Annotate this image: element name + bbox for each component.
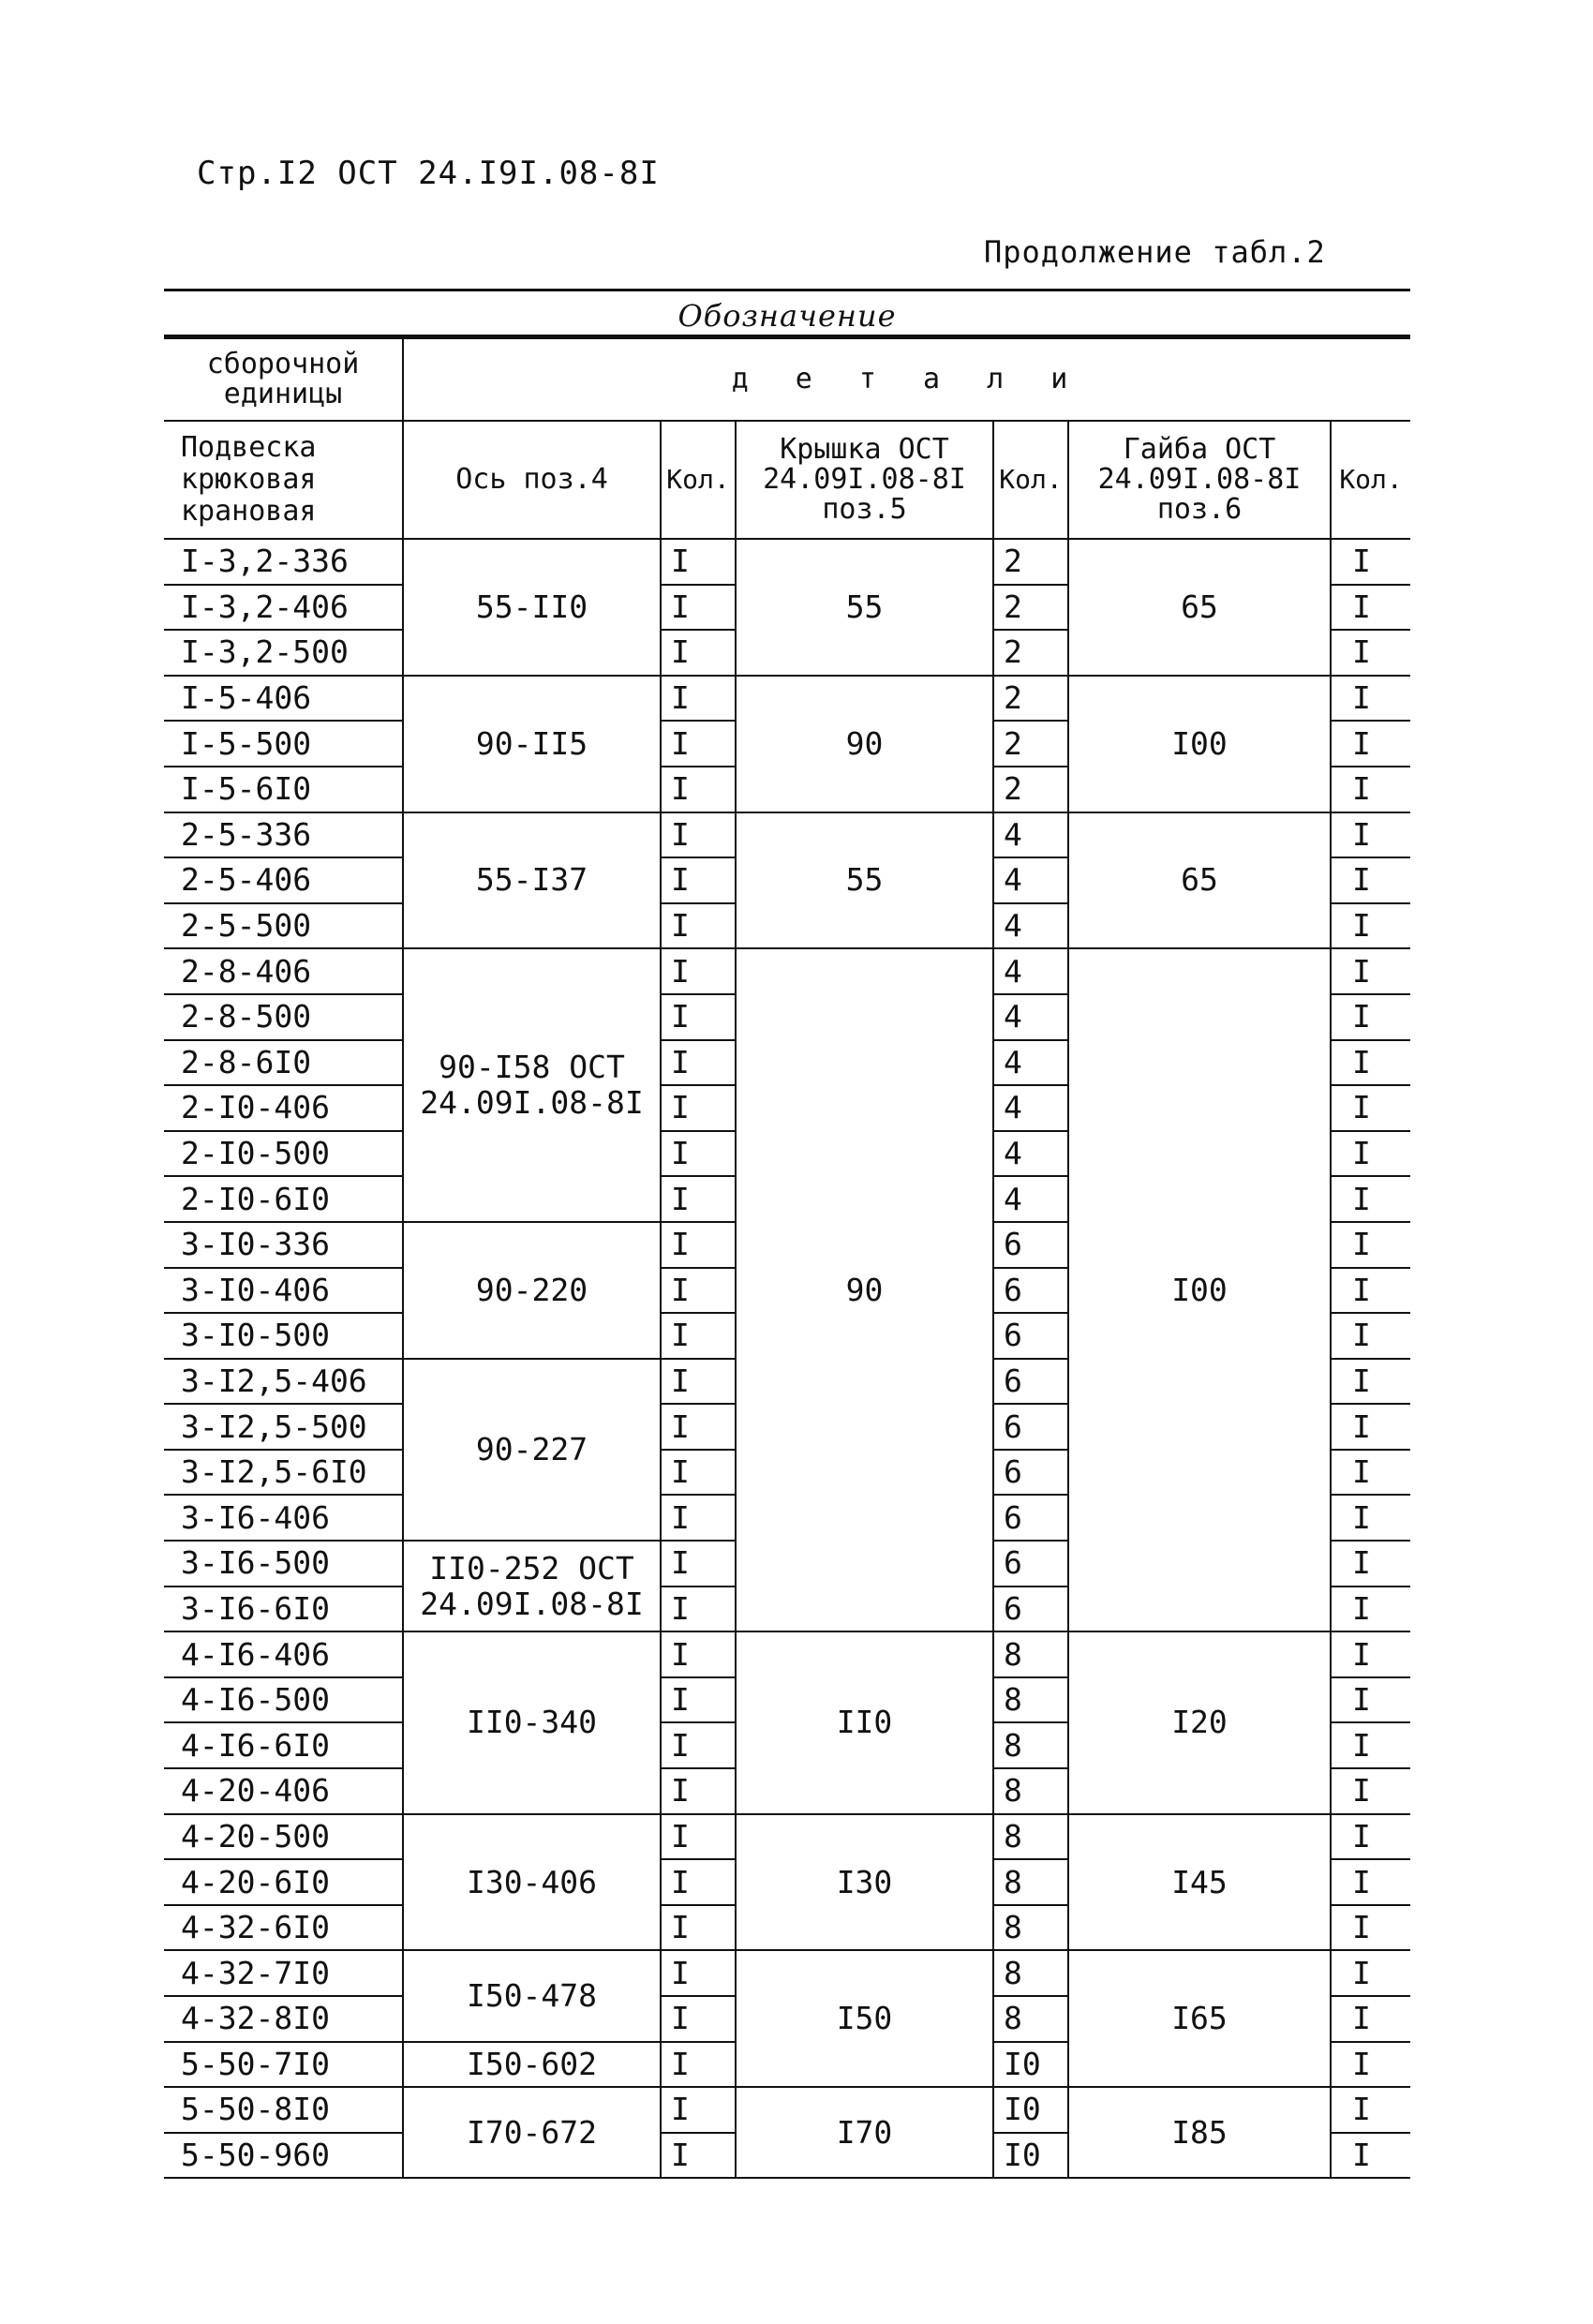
axis-cell: I70-672 [403,2087,661,2178]
qty-nut-cell: I [1331,1541,1410,1587]
col-header-nut: Гайба ОСТ 24.09I.08-8I поз.6 [1068,421,1331,539]
cover-cell: II0 [736,1631,993,1813]
qty-axis-cell: I [661,1905,736,1951]
col-header-qty3: Кол. [1331,421,1410,539]
qty-cover-cell: 6 [993,1268,1068,1314]
qty-axis-cell: I [661,1722,736,1768]
table-row [164,1631,1410,1677]
qty-nut-cell: I [1331,1495,1410,1541]
qty-nut-cell: I [1331,2133,1410,2179]
qty-cover-cell: 2 [993,676,1068,722]
assembly-unit-cell: 4-32-8I0 [164,1996,403,2042]
qty-cover-cell: 4 [993,857,1068,903]
cover-cell: 55 [736,539,993,676]
assembly-unit-cell: 2-8-406 [164,948,403,994]
table-continuation-label: Продолжение табл.2 [984,234,1326,270]
assembly-unit-cell: 3-I0-500 [164,1313,403,1359]
qty-nut-cell: I [1331,1950,1410,1996]
qty-cover-cell: I0 [993,2087,1068,2133]
nut-cell: 65 [1068,812,1331,949]
axis-cell: 90-I58 ОСТ 24.09I.08-8I [403,948,661,1222]
col-header-axis: Ось поз.4 [403,421,661,539]
qty-axis-cell: I [661,1677,736,1723]
page-header: Стр.I2 ОСТ 24.I9I.08-8I [197,155,660,192]
qty-nut-cell: I [1331,1859,1410,1905]
assembly-unit-cell: 3-I0-336 [164,1222,403,1268]
qty-nut-cell: I [1331,1040,1410,1086]
qty-axis-cell: I [661,1222,736,1268]
cover-cell: I30 [736,1814,993,1951]
assembly-unit-cell: 4-20-6I0 [164,1859,403,1905]
cover-cell: 90 [736,948,993,1631]
qty-cover-cell: 2 [993,767,1068,812]
assembly-unit-cell: 3-I2,5-6I0 [164,1450,403,1496]
axis-cell: 90-220 [403,1222,661,1359]
table-row [164,1814,1410,1860]
nut-cell: I00 [1068,676,1331,812]
table-row [164,948,1410,994]
header-row-2 [164,421,1410,539]
qty-axis-cell: I [661,2133,736,2179]
qty-cover-cell: 8 [993,1631,1068,1677]
axis-cell: 55-I37 [403,812,661,949]
assembly-unit-cell: 3-I6-500 [164,1541,403,1587]
assembly-unit-cell: 2-I0-500 [164,1131,403,1177]
qty-nut-cell: I [1331,1176,1410,1222]
qty-nut-cell: I [1331,857,1410,903]
qty-nut-cell: I [1331,1450,1410,1496]
qty-axis-cell: I [661,1631,736,1677]
qty-nut-cell: I [1331,1587,1410,1632]
qty-nut-cell: I [1331,1722,1410,1768]
qty-cover-cell: 2 [993,585,1068,631]
qty-cover-cell: 4 [993,903,1068,949]
qty-cover-cell: I0 [993,2133,1068,2179]
qty-nut-cell: I [1331,585,1410,631]
qty-axis-cell: I [661,1859,736,1905]
assembly-unit-cell: 5-50-7I0 [164,2042,403,2088]
qty-cover-cell: 6 [993,1222,1068,1268]
qty-nut-cell: I [1331,1814,1410,1860]
cover-cell: I70 [736,2087,993,2178]
qty-cover-cell: 8 [993,1814,1068,1860]
cover-cell: 55 [736,812,993,949]
qty-nut-cell: I [1331,1359,1410,1405]
qty-nut-cell: I [1331,1085,1410,1131]
qty-axis-cell: I [661,994,736,1040]
qty-nut-cell: I [1331,1996,1410,2042]
qty-cover-cell: 2 [993,630,1068,676]
qty-axis-cell: I [661,767,736,812]
qty-nut-cell: I [1331,676,1410,722]
assembly-unit-cell: 5-50-960 [164,2133,403,2179]
qty-axis-cell: I [661,1085,736,1131]
assembly-unit-cell: 4-20-500 [164,1814,403,1860]
table-row [164,539,1410,585]
qty-nut-cell: I [1331,1631,1410,1677]
qty-cover-cell: 8 [993,1905,1068,1951]
qty-axis-cell: I [661,2042,736,2088]
qty-axis-cell: I [661,1450,736,1496]
qty-nut-cell: I [1331,948,1410,994]
designation-title: Обозначение [677,298,897,334]
assembly-unit-cell: 2-5-500 [164,903,403,949]
assembly-unit-cell: 3-I2,5-500 [164,1404,403,1450]
qty-cover-cell: 2 [993,539,1068,585]
axis-cell: 90-II5 [403,676,661,812]
qty-cover-cell: 4 [993,812,1068,858]
table-row [164,812,1410,858]
axis-cell: I30-406 [403,1814,661,1951]
qty-nut-cell: I [1331,1905,1410,1951]
qty-axis-cell: I [661,1040,736,1086]
assembly-unit-cell: 5-50-8I0 [164,2087,403,2133]
axis-cell: I50-602 [403,2042,661,2088]
assembly-unit-cell: 4-32-7I0 [164,1950,403,1996]
assembly-unit-cell: I-5-500 [164,721,403,767]
qty-nut-cell: I [1331,1131,1410,1177]
assembly-unit-cell: 4-20-406 [164,1768,403,1814]
qty-nut-cell: I [1331,2087,1410,2133]
qty-axis-cell: I [661,903,736,949]
nut-cell: I20 [1068,1631,1331,1813]
assembly-unit-cell: 3-I6-6I0 [164,1587,403,1632]
qty-cover-cell: 6 [993,1450,1068,1496]
qty-nut-cell: I [1331,1222,1410,1268]
assembly-unit-cell: I-5-406 [164,676,403,722]
assembly-unit-cell: I-3,2-500 [164,630,403,676]
qty-axis-cell: I [661,630,736,676]
qty-axis-cell: I [661,585,736,631]
assembly-unit-cell: 2-8-6I0 [164,1040,403,1086]
qty-nut-cell: I [1331,994,1410,1040]
qty-axis-cell: I [661,1176,736,1222]
qty-nut-cell: I [1331,2042,1410,2088]
table-row [164,2087,1410,2133]
table-row [164,1950,1410,1996]
assembly-unit-cell: 3-I0-406 [164,1268,403,1314]
qty-axis-cell: I [661,676,736,722]
assembly-unit-cell: 3-I6-406 [164,1495,403,1541]
designation-table [164,337,1410,2179]
assembly-unit-cell: I-5-6I0 [164,767,403,812]
assembly-unit-cell: I-3,2-336 [164,539,403,585]
qty-nut-cell: I [1331,1677,1410,1723]
assembly-unit-cell: 4-I6-500 [164,1677,403,1723]
nut-cell: I45 [1068,1814,1331,1951]
nut-cell: I65 [1068,1950,1331,2087]
cover-cell: 90 [736,676,993,812]
assembly-unit-cell: 4-I6-406 [164,1631,403,1677]
qty-cover-cell: 6 [993,1404,1068,1450]
assembly-unit-cell: 2-I0-406 [164,1085,403,1131]
qty-cover-cell: 8 [993,1768,1068,1814]
qty-axis-cell: I [661,1131,736,1177]
qty-nut-cell: I [1331,1404,1410,1450]
qty-nut-cell: I [1331,903,1410,949]
qty-cover-cell: 6 [993,1587,1068,1632]
qty-cover-cell: 4 [993,1085,1068,1131]
qty-nut-cell: I [1331,767,1410,812]
nut-cell: I85 [1068,2087,1331,2178]
qty-axis-cell: I [661,1541,736,1587]
assembly-unit-cell: 3-I2,5-406 [164,1359,403,1405]
qty-axis-cell: I [661,539,736,585]
qty-axis-cell: I [661,812,736,858]
qty-nut-cell: I [1331,812,1410,858]
col-header-assembly: Подвеска крюковая крановая [164,421,403,539]
qty-axis-cell: I [661,1268,736,1314]
qty-nut-cell: I [1331,1768,1410,1814]
nut-cell: 65 [1068,539,1331,676]
qty-axis-cell: I [661,1404,736,1450]
table-row [164,676,1410,722]
qty-axis-cell: I [661,1768,736,1814]
qty-cover-cell: 6 [993,1495,1068,1541]
parts-header: д е т а л и [403,338,1410,421]
assembly-unit-header: сборочной единицы [164,338,403,421]
assembly-unit-cell: I-3,2-406 [164,585,403,631]
col-header-cover: Крышка ОСТ 24.09I.08-8I поз.5 [736,421,993,539]
qty-cover-cell: I0 [993,2042,1068,2088]
qty-axis-cell: I [661,1313,736,1359]
col-header-qty2: Кол. [993,421,1068,539]
qty-nut-cell: I [1331,1313,1410,1359]
assembly-unit-cell: 4-I6-6I0 [164,1722,403,1768]
qty-cover-cell: 4 [993,1040,1068,1086]
qty-cover-cell: 4 [993,1176,1068,1222]
qty-nut-cell: I [1331,1268,1410,1314]
qty-axis-cell: I [661,1996,736,2042]
qty-cover-cell: 4 [993,948,1068,994]
nut-cell: I00 [1068,948,1331,1631]
axis-cell: 90-227 [403,1359,661,1541]
qty-cover-cell: 6 [993,1313,1068,1359]
qty-cover-cell: 2 [993,721,1068,767]
axis-cell: II0-340 [403,1631,661,1813]
axis-cell: 55-II0 [403,539,661,676]
qty-axis-cell: I [661,948,736,994]
qty-cover-cell: 8 [993,1677,1068,1723]
header-row-1 [164,338,1410,421]
assembly-unit-cell: 2-I0-6I0 [164,1176,403,1222]
qty-cover-cell: 4 [993,994,1068,1040]
qty-axis-cell: I [661,1950,736,1996]
qty-cover-cell: 4 [993,1131,1068,1177]
qty-cover-cell: 8 [993,1996,1068,2042]
qty-cover-cell: 8 [993,1859,1068,1905]
qty-axis-cell: I [661,2087,736,2133]
assembly-unit-cell: 2-5-406 [164,857,403,903]
qty-axis-cell: I [661,857,736,903]
qty-nut-cell: I [1331,539,1410,585]
qty-axis-cell: I [661,1814,736,1860]
qty-cover-cell: 8 [993,1722,1068,1768]
cover-cell: I50 [736,1950,993,2087]
qty-cover-cell: 6 [993,1359,1068,1405]
qty-axis-cell: I [661,1495,736,1541]
qty-axis-cell: I [661,1359,736,1405]
qty-axis-cell: I [661,1587,736,1632]
assembly-unit-cell: 4-32-6I0 [164,1905,403,1951]
axis-cell: I50-478 [403,1950,661,2041]
qty-cover-cell: 6 [993,1541,1068,1587]
qty-axis-cell: I [661,721,736,767]
col-header-qty1: Кол. [661,421,736,539]
table-top-rule [164,289,1410,291]
qty-cover-cell: 8 [993,1950,1068,1996]
assembly-unit-cell: 2-5-336 [164,812,403,858]
assembly-unit-cell: 2-8-500 [164,994,403,1040]
qty-nut-cell: I [1331,630,1410,676]
qty-nut-cell: I [1331,721,1410,767]
axis-cell: II0-252 ОСТ 24.09I.08-8I [403,1541,661,1631]
